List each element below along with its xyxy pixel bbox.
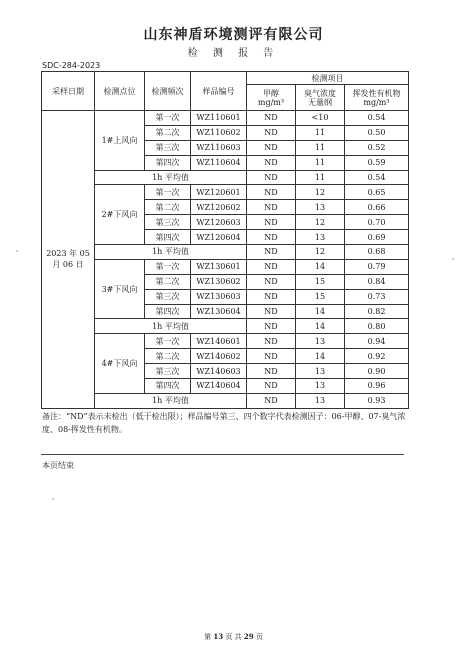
odor-cell: 11: [296, 125, 345, 140]
sample-id-cell: WZ130602: [191, 274, 247, 289]
voc-cell: 0.50: [345, 125, 409, 140]
header-test-items: 检测项目: [247, 72, 409, 85]
sample-id-cell: WZ120604: [191, 230, 247, 245]
sample-id-cell: WZ120603: [191, 215, 247, 230]
sample-id-cell: WZ120601: [191, 185, 247, 200]
footer-post: 页: [255, 633, 263, 641]
results-table: [41, 71, 409, 409]
methanol-cell: ND: [247, 334, 296, 349]
table-row: [42, 259, 409, 274]
frequency-cell: 第三次: [145, 289, 191, 304]
header-odor-label: 臭气浓度: [304, 88, 336, 98]
footer-page-number: 13: [213, 632, 224, 641]
avg-voc-cell: 0.54: [345, 170, 409, 185]
scan-speck: [452, 258, 454, 260]
frequency-cell: 第四次: [145, 379, 191, 394]
frequency-cell: 第二次: [145, 349, 191, 364]
sample-id-cell: WZ140602: [191, 349, 247, 364]
frequency-cell: 第三次: [145, 364, 191, 379]
header-voc-unit: mg/m³: [363, 97, 390, 107]
frequency-cell: 第三次: [145, 215, 191, 230]
voc-cell: 0.54: [345, 111, 409, 126]
average-row: [42, 393, 409, 408]
frequency-cell: 第一次: [145, 334, 191, 349]
frequency-cell: 第二次: [145, 274, 191, 289]
frequency-cell: 第三次: [145, 140, 191, 155]
scan-speck: [16, 250, 18, 252]
header-odor: [296, 85, 345, 111]
odor-cell: <10: [296, 111, 345, 126]
methanol-cell: ND: [247, 379, 296, 394]
frequency-cell: 第二次: [145, 125, 191, 140]
frequency-cell: 第四次: [145, 155, 191, 170]
avg-methanol-cell: ND: [247, 245, 296, 260]
header-odor-unit: 无量纲: [308, 97, 332, 107]
methanol-cell: ND: [247, 215, 296, 230]
sample-id-cell: WZ140604: [191, 379, 247, 394]
avg-methanol-cell: ND: [247, 170, 296, 185]
frequency-cell: 第一次: [145, 111, 191, 126]
header-sample-no: 样品编号: [191, 72, 247, 111]
voc-cell: 0.96: [345, 379, 409, 394]
average-label-cell: 1h 平均值: [95, 245, 247, 260]
sample-id-cell: WZ110601: [191, 111, 247, 126]
table-row: [42, 185, 409, 200]
avg-voc-cell: 0.93: [345, 393, 409, 408]
average-row: [42, 245, 409, 260]
sample-id-cell: WZ110603: [191, 140, 247, 155]
avg-odor-cell: 13: [296, 393, 345, 408]
methanol-cell: ND: [247, 274, 296, 289]
voc-cell: 0.94: [345, 334, 409, 349]
header-methanol-label: 甲醇: [263, 88, 279, 98]
company-name: 山东神盾环境测评有限公司: [143, 27, 324, 43]
sample-id-cell: WZ140603: [191, 364, 247, 379]
voc-cell: 0.92: [345, 349, 409, 364]
odor-cell: 14: [296, 259, 345, 274]
voc-cell: 0.70: [345, 215, 409, 230]
avg-voc-cell: 0.68: [345, 245, 409, 260]
page-footer: [0, 632, 467, 642]
avg-methanol-cell: ND: [247, 393, 296, 408]
odor-cell: 13: [296, 200, 345, 215]
odor-cell: 15: [296, 274, 345, 289]
odor-cell: 14: [296, 304, 345, 319]
frequency-cell: 第一次: [145, 185, 191, 200]
voc-cell: 0.65: [345, 185, 409, 200]
sample-id-cell: WZ130604: [191, 304, 247, 319]
methanol-cell: ND: [247, 155, 296, 170]
voc-cell: 0.82: [345, 304, 409, 319]
header-voc: [345, 85, 409, 111]
voc-cell: 0.69: [345, 230, 409, 245]
report-subtitle: 检 测 报 告: [187, 48, 280, 59]
methanol-cell: ND: [247, 259, 296, 274]
odor-cell: 15: [296, 289, 345, 304]
voc-cell: 0.59: [345, 155, 409, 170]
voc-cell: 0.84: [345, 274, 409, 289]
header-point: 检测点位: [95, 72, 145, 111]
methanol-cell: ND: [247, 289, 296, 304]
voc-cell: 0.66: [345, 200, 409, 215]
end-of-page-text: 本页结束: [42, 461, 74, 470]
point-cell: 4#下风向: [95, 334, 145, 394]
methanol-cell: ND: [247, 230, 296, 245]
frequency-cell: 第四次: [145, 304, 191, 319]
voc-cell: 0.73: [345, 289, 409, 304]
methanol-cell: ND: [247, 185, 296, 200]
point-cell: 1#上风向: [95, 111, 145, 171]
average-label-cell: 1h 平均值: [95, 319, 247, 334]
methanol-cell: ND: [247, 111, 296, 126]
header-frequency: 检测频次: [145, 72, 191, 111]
voc-cell: 0.79: [345, 259, 409, 274]
remark-note: 备注：“ND”表示未检出（低于检出限）；样品编号第三、四个数字代表检测因子：06-甲醇、07-臭气浓度、08-挥发性有机物。: [42, 412, 406, 434]
frequency-cell: 第二次: [145, 200, 191, 215]
header-methanol: [247, 85, 296, 111]
document-number: SDC-284-2023: [42, 61, 101, 70]
header-methanol-unit: mg/m³: [257, 97, 285, 107]
avg-odor-cell: 12: [296, 245, 345, 260]
methanol-cell: ND: [247, 200, 296, 215]
odor-cell: 12: [296, 215, 345, 230]
sample-id-cell: WZ140601: [191, 334, 247, 349]
average-row: [42, 319, 409, 334]
sample-id-cell: WZ120602: [191, 200, 247, 215]
odor-cell: 11: [296, 155, 345, 170]
footer-mid: 页 共: [225, 633, 242, 641]
sample-id-cell: WZ130603: [191, 289, 247, 304]
voc-cell: 0.90: [345, 364, 409, 379]
results-body: [42, 111, 409, 409]
average-label-cell: 1h 平均值: [95, 393, 247, 408]
point-cell: 3#下风向: [95, 259, 145, 319]
sample-id-cell: WZ110604: [191, 155, 247, 170]
table-row: [42, 111, 409, 126]
odor-cell: 12: [296, 185, 345, 200]
divider-line: [41, 454, 404, 455]
avg-odor-cell: 11: [296, 170, 345, 185]
odor-cell: 13: [296, 364, 345, 379]
average-label-cell: 1h 平均值: [95, 170, 247, 185]
sample-id-cell: WZ130601: [191, 259, 247, 274]
frequency-cell: 第四次: [145, 230, 191, 245]
avg-odor-cell: 14: [296, 319, 345, 334]
avg-voc-cell: 0.80: [345, 319, 409, 334]
methanol-cell: ND: [247, 304, 296, 319]
methanol-cell: ND: [247, 140, 296, 155]
odor-cell: 13: [296, 230, 345, 245]
odor-cell: 13: [296, 334, 345, 349]
point-cell: 2#下风向: [95, 185, 145, 245]
odor-cell: 11: [296, 140, 345, 155]
sample-date-cell: 2023 年 05 月 06 日: [42, 111, 95, 409]
header-sample-date: 采样日期: [42, 72, 95, 111]
odor-cell: 14: [296, 349, 345, 364]
table-row: [42, 334, 409, 349]
methanol-cell: ND: [247, 349, 296, 364]
footer-pre: 第: [204, 633, 212, 641]
voc-cell: 0.52: [345, 140, 409, 155]
header-voc-label: 挥发性有机物: [352, 88, 401, 98]
sample-id-cell: WZ110602: [191, 125, 247, 140]
average-row: [42, 170, 409, 185]
methanol-cell: ND: [247, 125, 296, 140]
footer-total-pages: 29: [243, 632, 254, 641]
methanol-cell: ND: [247, 364, 296, 379]
avg-methanol-cell: ND: [247, 319, 296, 334]
odor-cell: 13: [296, 379, 345, 394]
scan-speck: [52, 498, 54, 500]
frequency-cell: 第一次: [145, 259, 191, 274]
